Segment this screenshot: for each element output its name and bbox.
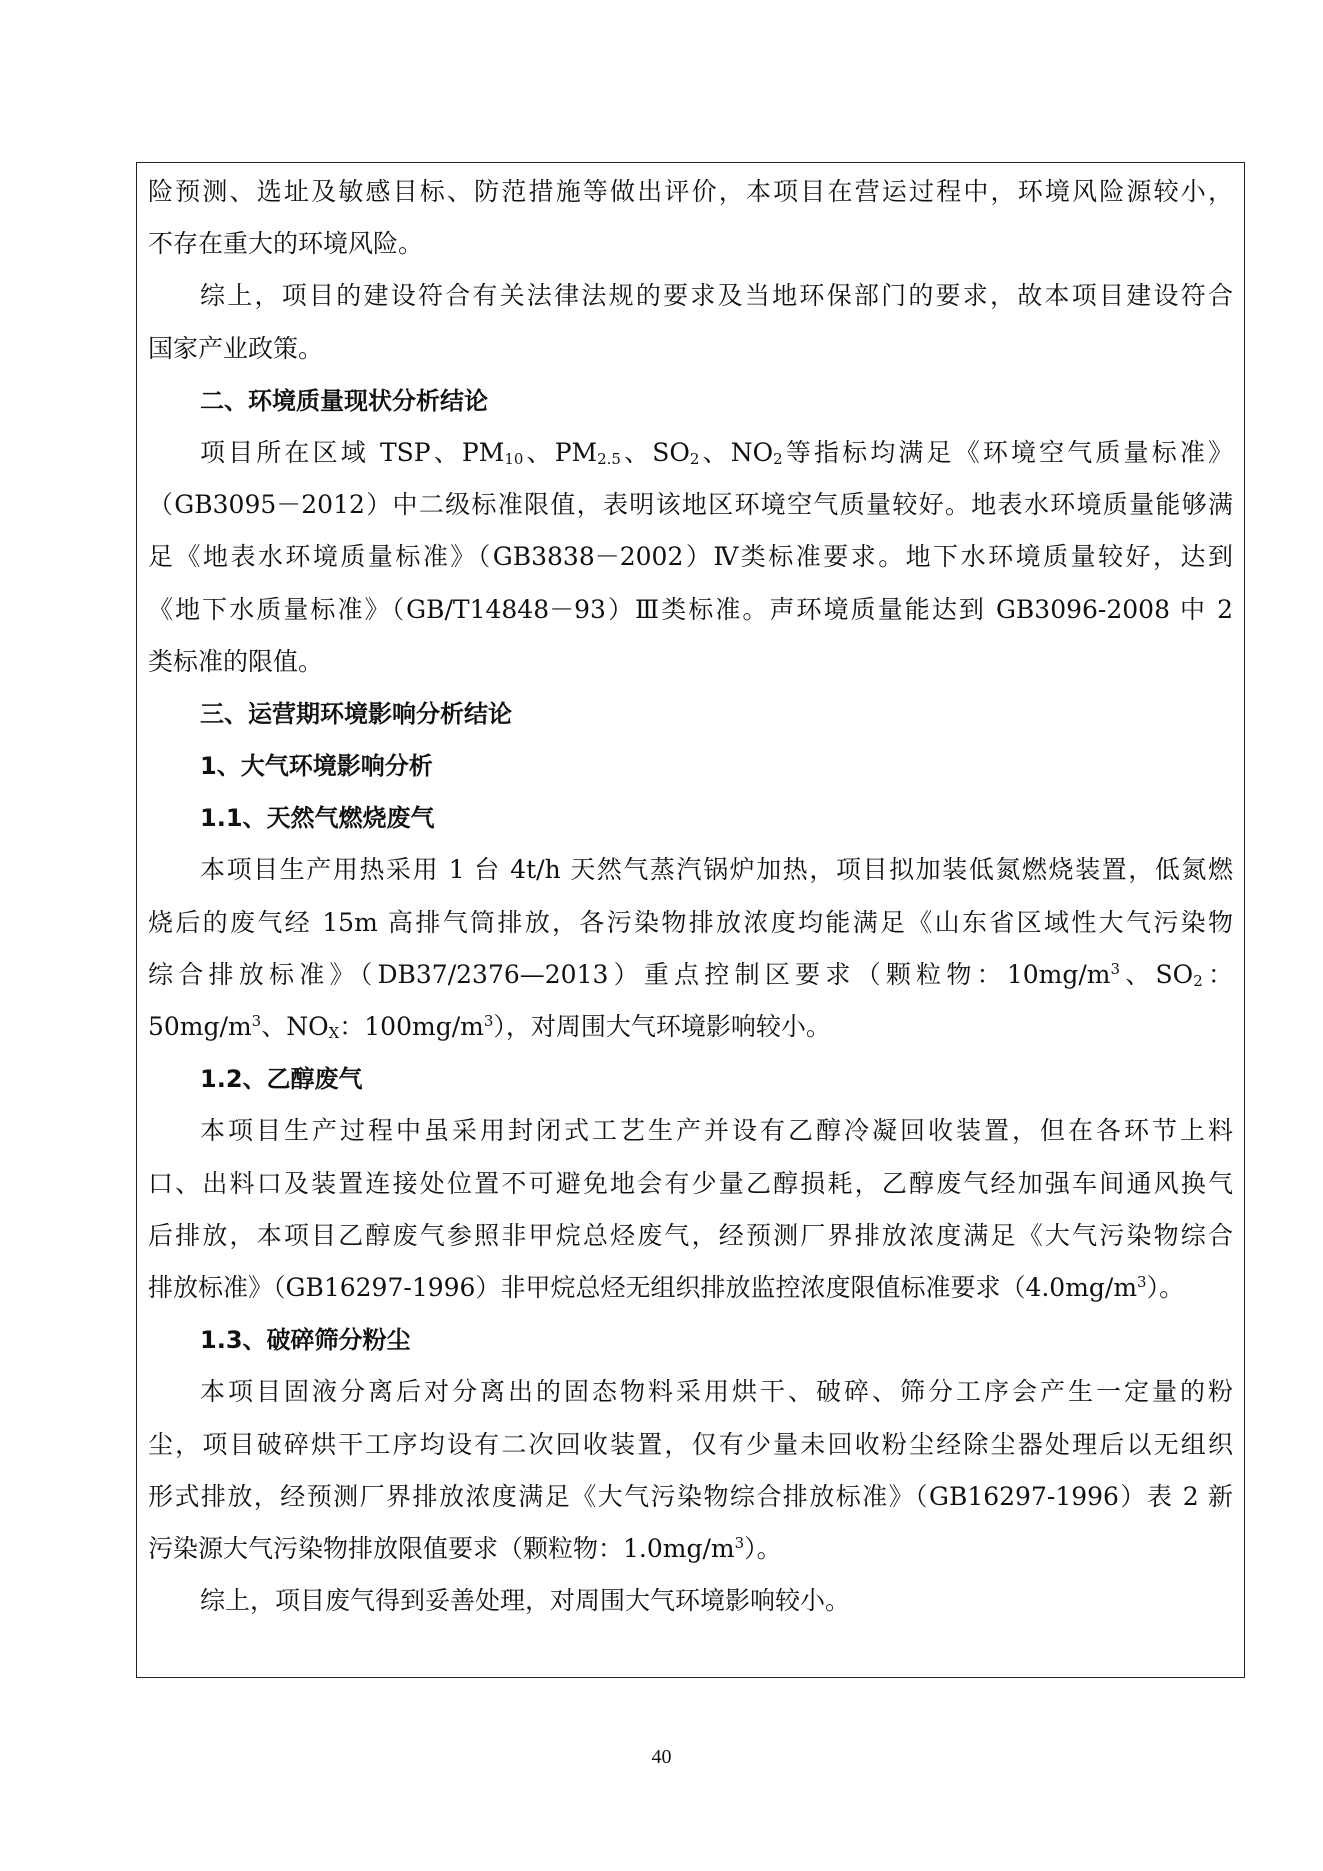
paragraph-line: 本项目生产过程中虽采用封闭式工艺生产并设有乙醇冷凝回收装置，但在各环节上料 (200, 1116, 1233, 1146)
paragraph-line: 形式排放，经预测厂界排放浓度满足《大气污染物综合排放标准》（GB16297-1996）表 2 新 (148, 1481, 1233, 1511)
paragraph-line: 尘，项目破碎烘干工序均设有二次回收装置，仅有少量未回收粉尘经除尘器处理后以无组织 (148, 1429, 1233, 1459)
page-number: 40 (651, 1746, 672, 1768)
section-heading: 二、环境质量现状分析结论 (200, 386, 488, 415)
paragraph-line: 排放标准》（GB16297-1996）非甲烷总烃无组织排放监控浓度限值标准要求$(4.0mg/m^3)$。 (148, 1272, 1185, 1302)
paragraph-line: 后排放，本项目乙醇废气参照非甲烷总烃废气，经预测厂界排放浓度满足《大气污染物综合 (148, 1220, 1233, 1250)
paragraph-line: 本项目生产用热采用 1 台 4t/h 天然气蒸汽锅炉加热，项目拟加装低氮燃烧装置，低氮燃 (200, 855, 1233, 885)
paragraph-line: 《地下水质量标准》（GB/T14848－93）Ⅲ类标准。声环境质量能达到 GB3096-2008 中 2 (148, 594, 1233, 624)
subsection-heading: 1、大气环境影响分析 (200, 752, 433, 781)
paragraph-line: 险预测、选址及敏感目标、防范措施等做出评价，本项目在营运过程中，环境风险源较小， (148, 177, 1233, 206)
document-body (148, 166, 1233, 1627)
paragraph-line: 综合排放标准》（DB37/2376—2013）重点控制区要求（颗粒物：$10mg/m^3$、$SO_2$： (148, 959, 1233, 990)
paragraph-line: 综上，项目的建设符合有关法律法规的要求及当地环保部门的要求，故本项目建设符合 (200, 281, 1233, 311)
paragraph-line: 本项目固液分离后对分离出的固态物料采用烘干、破碎、筛分工序会产生一定量的粉 (200, 1377, 1233, 1407)
paragraph-line: 项目所在区域 TSP、$PM_{10}$、$PM_{2.5}$、$SO_2$、$NO_2$等指标均满足《环境空气质量标准》 (200, 437, 1234, 468)
section-heading: 三、运营期环境影响分析结论 (200, 699, 512, 728)
paragraph-line: 不存在重大的环境风险。 (148, 229, 424, 259)
subsection-heading: 1.1、天然气燃烧废气 (200, 804, 435, 833)
paragraph-line: 烧后的废气经 15m 高排气筒排放，各污染物排放浓度均能满足《山东省区域性大气污染物 (148, 907, 1233, 937)
paragraph-line: 综上，项目废气得到妥善处理，对周围大气环境影响较小。 (200, 1586, 851, 1616)
paragraph-line: 足《地表水环境质量标准》（GB3838－2002）Ⅳ类标准要求。地下水环境质量较好，达到 (148, 542, 1233, 572)
paragraph-line: 污染源大气污染物排放限值要求（颗粒物：$1.0mg/m^3$）。 (148, 1533, 782, 1563)
paragraph-line: 类标准的限值。 (148, 646, 324, 676)
subsection-heading: 1.2、乙醇废气 (200, 1065, 363, 1094)
subsection-heading: 1.3、破碎筛分粉尘 (200, 1326, 411, 1355)
paragraph-line: （GB3095－2012）中二级标准限值，表明该地区环境空气质量较好。地表水环境质量能够满 (148, 490, 1233, 520)
paragraph-line: 国家产业政策。 (148, 333, 324, 363)
paragraph-line: $50mg/m^3$、$NO_X$：$100mg/m^3$），对周围大气环境影响较小。 (148, 1012, 831, 1042)
paragraph-line: 口、出料口及装置连接处位置不可避免地会有少量乙醇损耗，乙醇废气经加强车间通风换气 (148, 1168, 1233, 1198)
